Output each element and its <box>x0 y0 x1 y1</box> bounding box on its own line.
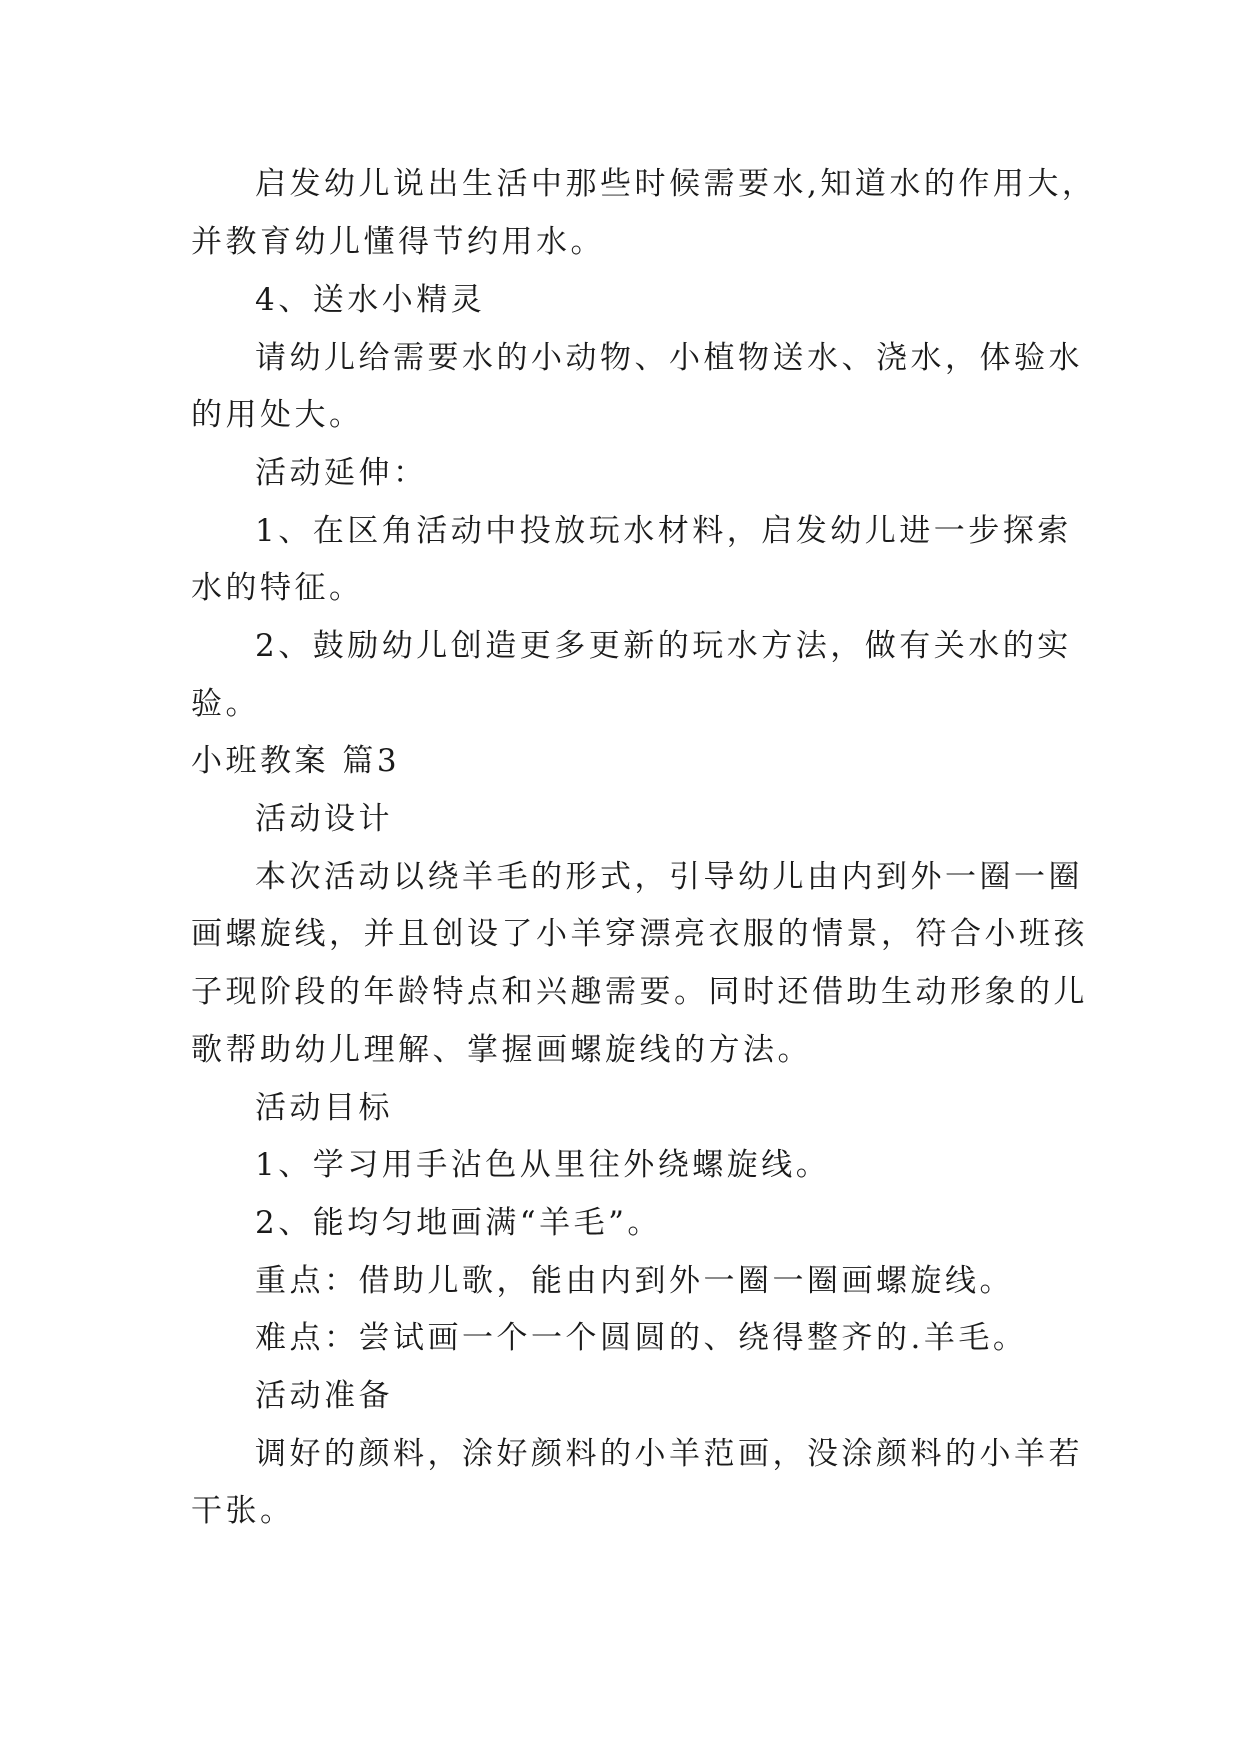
paragraph-line: 2、鼓励幼儿创造更多更新的玩水方法，做有关水的实 <box>255 628 1072 664</box>
paragraph-line: 水的特征。 <box>191 570 364 606</box>
paragraph-line: 干张。 <box>191 1493 295 1529</box>
paragraph-line: 并教育幼儿懂得节约用水。 <box>191 224 605 260</box>
paragraph-line: 调好的颜料，涂好颜料的小羊范画，没涂颜料的小羊若 <box>255 1436 1083 1472</box>
section-heading: 活动设计 <box>255 801 393 837</box>
paragraph-line: 本次活动以绕羊毛的形式，引导幼儿由内到外一圈一圈 <box>255 859 1083 895</box>
paragraph-line: 1、学习用手沾色从里往外绕螺旋线。 <box>255 1147 831 1183</box>
paragraph-line: 验。 <box>191 686 260 722</box>
paragraph-line: 子现阶段的年龄特点和兴趣需要。同时还借助生动形象的儿 <box>191 974 1088 1010</box>
article-title: 小班教案 篇3 <box>191 743 401 779</box>
paragraph-line: 请幼儿给需要水的小动物、小植物送水、浇水，体验水 <box>255 340 1083 376</box>
section-heading: 活动准备 <box>255 1378 393 1414</box>
paragraph-line: 重点：借助儿歌，能由内到外一圈一圈画螺旋线。 <box>255 1263 1014 1299</box>
paragraph-line: 难点：尝试画一个一个圆圆的、绕得整齐的.羊毛。 <box>255 1320 1028 1356</box>
paragraph-line: 的用处大。 <box>191 397 364 433</box>
paragraph-line: 2、能均匀地画满“羊毛”。 <box>255 1205 662 1241</box>
paragraph-line: 歌帮助幼儿理解、掌握画螺旋线的方法。 <box>191 1032 812 1068</box>
paragraph-line: 启发幼儿说出生活中那些时候需要水,知道水的作用大， <box>255 166 1097 202</box>
section-heading: 4、送水小精灵 <box>255 282 486 318</box>
section-heading: 活动延伸： <box>255 455 428 491</box>
paragraph-line: 1、在区角活动中投放玩水材料，启发幼儿进一步探索 <box>255 513 1072 549</box>
section-heading: 活动目标 <box>255 1090 393 1126</box>
paragraph-line: 画螺旋线，并且创设了小羊穿漂亮衣服的情景，符合小班孩 <box>191 916 1088 952</box>
